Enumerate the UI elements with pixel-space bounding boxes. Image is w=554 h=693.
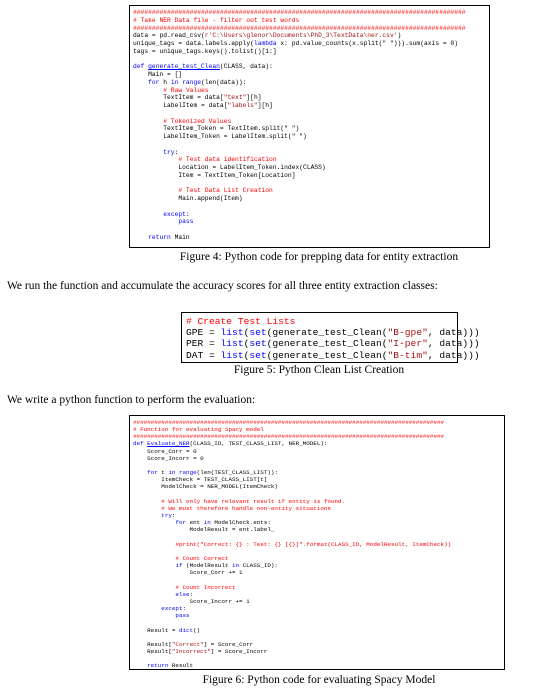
code-line: # Tokenized Values — [163, 117, 232, 125]
code-line: tags = unique_tags.keys().tolist()[1:] — [133, 47, 277, 55]
code-line: def Evaluate_NER(CLASS_ID, TEST_CLASS_LIST, NER_MODEL): — [133, 440, 328, 448]
code-line: else: — [175, 590, 194, 598]
code-line: Result = dict() — [133, 626, 201, 634]
code-line: ModelCheck = NER_MODEL(ItemCheck) — [133, 483, 278, 491]
code-line: for t in range(len(TEST_CLASS_LIST)): — [147, 469, 278, 477]
code-line: Location = LabelItem_Token.index(CLASS) — [133, 164, 326, 171]
code-line: for ent in ModelCheck.ents: — [175, 519, 271, 527]
code-line: Score_Corr = 0 — [133, 447, 197, 455]
code-line: LabelItem = data["labels"][h] — [133, 102, 273, 109]
code-line: Score_Incorr = 0 — [133, 454, 204, 462]
code-line: Result["Correct"] = Score_Corr — [133, 640, 254, 648]
code-line: # Create Test Lists — [186, 316, 296, 327]
figure-6-code — [130, 416, 504, 669]
code-line: Score_Corr += 1 — [133, 569, 243, 577]
code-line: return Result — [147, 662, 194, 670]
code-line: # We must therefore handle non-entity situations — [161, 504, 331, 512]
code-line: return Main — [148, 233, 190, 241]
code-line: ######################################################################################## — [133, 24, 466, 32]
code-line: # Test data identification — [178, 156, 277, 164]
code-line: except: — [161, 605, 187, 613]
code-line: def generate_test_Clean(CLASS, data): — [133, 63, 273, 71]
figure-6-code-block — [129, 415, 505, 670]
code-line: # Function for evaluating Spacy model — [133, 426, 264, 434]
code-line: LabelItem_Token = LabelItem.split(" ") — [133, 133, 307, 140]
paragraph-run-function: We run the function and accumulate the accuracy scores for all three entity extraction classes: — [7, 280, 438, 292]
figure-5-code-block — [181, 312, 480, 363]
code-line: # Count Correct — [175, 554, 229, 562]
figure-4-code — [130, 6, 489, 242]
code-line: data = pd.read_csv(r'C:\Users\glenor\Documents\PhD_3\TextData\ner.csv') — [133, 32, 402, 40]
code-line: pass — [175, 612, 190, 620]
code-line: TextItem = data["text"][h] — [133, 94, 262, 102]
code-line: # Test Data List Creation — [178, 187, 273, 195]
code-line: Item = TextItem_Token[Location] — [133, 171, 296, 179]
code-line: try: — [161, 512, 176, 520]
code-line: PER = list(set(generate_test_Clean("I-per", data))) — [186, 338, 480, 350]
figure-6-caption: Figure 6: Python code for evaluating Spacy Model — [202, 674, 436, 686]
code-line: Score_Incorr += 1 — [133, 597, 250, 605]
figure-5-caption: Figure 5: Python Clean List Creation — [233, 364, 405, 376]
code-line: pass — [178, 218, 194, 226]
code-line: DAT = list(set(generate_test_Clean("B-tim", data))) — [186, 349, 480, 361]
code-line: #print("Correct: {} : Test: {} [{}]".format(CLASS_ID, ModelResult, ItemCheck)) — [175, 540, 452, 548]
code-line: # Raw Values — [163, 86, 209, 94]
code-line: GPE = list(set(generate_test_Clean("B-gpe", data))) — [186, 327, 480, 339]
code-line: Result["Incorrect"] = Score_Incorr — [133, 648, 268, 655]
code-line: ModelResult = ent.label_ — [133, 526, 275, 534]
code-line: if (ModelResult in CLASS_ID): — [175, 562, 278, 570]
figure-4-code-block — [129, 5, 490, 248]
code-line: # Count Incorrect — [175, 583, 236, 591]
code-line: Main.append(Item) — [133, 195, 243, 202]
code-line: unique_tags = data.labels.apply(lambda x: pd.value_counts(x.split(" "))).sum(axis = 0) — [133, 40, 458, 47]
code-line: Main = [] — [133, 71, 183, 78]
figure-4-caption: Figure 4: Python code for prepping data for entity extraction — [179, 251, 459, 263]
code-line: ######################################################################################## — [133, 9, 466, 16]
code-line: TextItem_Token = TextItem.split(" ") — [133, 125, 300, 133]
code-line: ItemCheck = TEST_CLASS_LIST[t] — [133, 476, 268, 484]
paragraph-write-function: We write a python function to perform the evaluation: — [7, 394, 256, 406]
code-line: ######################################################################################## — [133, 433, 445, 441]
code-line: for h in range(len(data)): — [148, 78, 247, 86]
code-line: # Will only have relevant result if entity is found. — [161, 497, 346, 505]
code-line: ######################################################################################## — [133, 419, 445, 426]
figure-5-code — [182, 313, 480, 361]
code-line: except: — [163, 210, 190, 218]
code-line: # Take NER Data file - filter out test words — [133, 16, 300, 24]
code-line: try: — [163, 148, 179, 156]
